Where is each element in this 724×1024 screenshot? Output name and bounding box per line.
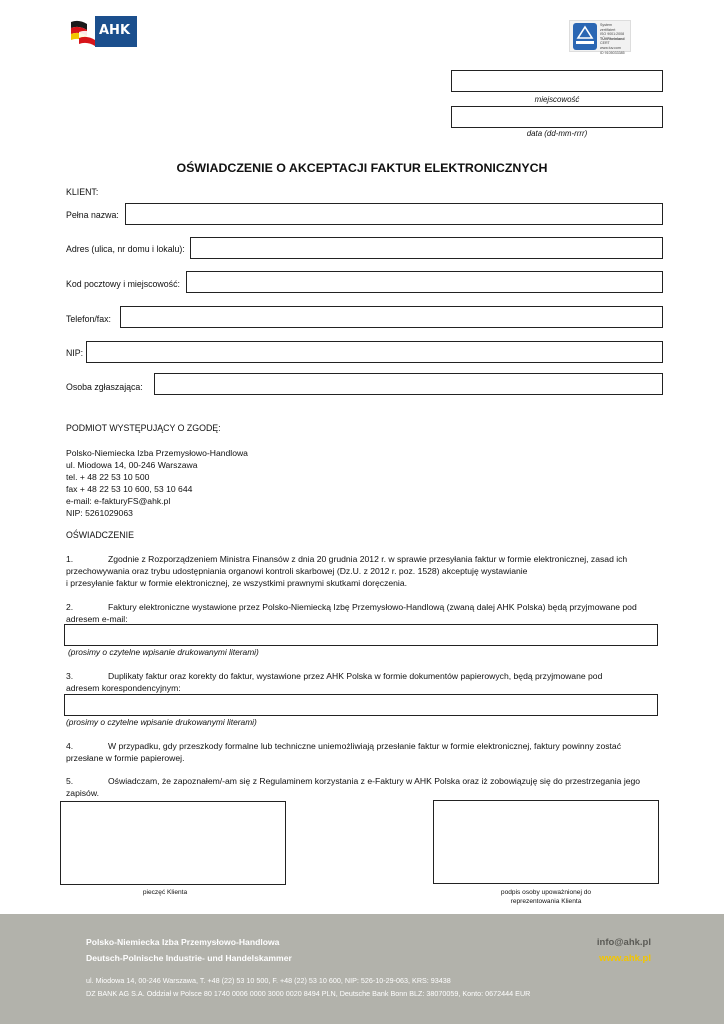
footer-bank: DZ BANK AG S.A. Oddział w Polsce 80 1740 0006 0000 3000 0020 8494 PLN, Deutsche Bank Bonn BLZ: 38070059, Konto: 0672444 EUR — [86, 989, 531, 998]
cert-text: System zertifiziert ISO 9001:2008 TÜVRheinland CERT www.tuv.com ID 9105033385 — [600, 23, 625, 55]
footer-email-link[interactable]: info@ahk.pl — [596, 937, 651, 948]
issuer-line: e-mail: e-fakturyFS@ahk.pl — [66, 496, 171, 506]
client-heading: KLIENT: — [66, 187, 99, 197]
place-caption: miejscowość — [534, 95, 580, 104]
certification-badge — [569, 20, 631, 55]
issuer-line: NIP: 5261029063 — [66, 508, 133, 518]
declaration-point-5: 5. Oświadczam, że zapoznałem/-am się z Regulaminem korzystania z e-Faktury w AHK Polska oraz iż zobowiązuję się do przestrzegania jego zapisów. — [66, 776, 641, 798]
declaration-point-4: 4. W przypadku, gdy przeszkody formalne lub techniczne uniemożliwiają przesłanie faktur w formie elektronicznej, faktury powinny zostać przesłane w formie papierowej. — [66, 741, 621, 763]
nip-input[interactable] — [86, 341, 663, 363]
tuv-icon — [573, 23, 597, 50]
nip-label: NIP: — [66, 348, 84, 358]
page-title: OŚWIADCZENIE O AKCEPTACJI FAKTUR ELEKTRONICZNYCH — [176, 161, 548, 175]
stamp-caption: pieczęć Klienta — [142, 889, 188, 896]
issuer-line: Polsko-Niemiecka Izba Przemysłowo-Handlowa — [66, 448, 248, 458]
ahk-logo — [67, 16, 137, 47]
logo-text: AHK — [99, 23, 131, 38]
postal-label: Kod pocztowy i miejscowość: — [66, 279, 180, 289]
issuer-block — [66, 447, 248, 519]
issuer-line: tel. + 48 22 53 10 500 — [66, 472, 150, 482]
address-label: Adres (ulica, nr domu i lokalu): — [66, 244, 185, 254]
footer-address: ul. Miodowa 14, 00-246 Warszawa, T. +48 (22) 53 10 500, F. +48 (22) 53 10 600, NIP: 526-10-29-063, KRS: 93438 — [86, 976, 451, 985]
issuer-line: fax + 48 22 53 10 600, 53 10 644 — [66, 484, 193, 494]
declaration-heading: OŚWIADCZENIE — [66, 530, 134, 540]
full-name-label: Pełna nazwa: — [66, 210, 119, 220]
postal-address-note: (prosimy o czytelne wpisanie drukowanymi literami) — [66, 717, 257, 727]
phone-label: Telefon/fax: — [66, 314, 111, 324]
phone-input[interactable] — [120, 306, 663, 328]
place-input[interactable] — [451, 70, 663, 92]
declaration-point-2: 2. Faktury elektroniczne wystawione przez Polsko-Niemiecką Izbę Przemysłowo-Handlową (zwaną dalej AHK Polska) będą przyjmowane pod adresem e-mail: — [66, 602, 637, 624]
signature-box[interactable] — [433, 800, 659, 884]
full-name-input[interactable] — [125, 203, 663, 225]
date-caption: data (dd-mm-rrrr) — [526, 129, 588, 138]
declaration-point-3: 3. Duplikaty faktur oraz korekty do faktur, wystawione przez AHK Polska w formie dokumentów papierowych, będą przyjmowane pod adresem korespondencyjnym: — [66, 671, 603, 693]
declaration-point-1: 1. Zgodnie z Rozporządzeniem Ministra Finansów z dnia 20 grudnia 2012 r. w sprawie przesyłania faktur w formie elektronicznej, zasad ich przechowywania oraz trybu udostępniania organowi kontroli skarbowej (Dz.U. z 2012 r. poz. 1528) akceptuję wystawianie i przesyłanie faktur w formie elektronicznej, ze wszystkimi prawnymi skutkami doręczenia. — [66, 554, 628, 588]
email-note: (prosimy o czytelne wpisanie drukowanymi literami) — [68, 647, 259, 657]
footer-org-pl: Polsko-Niemiecka Izba Przemysłowo-Handlowa — [86, 937, 280, 947]
email-input[interactable] — [64, 624, 658, 646]
date-input[interactable] — [451, 106, 663, 128]
postal-input[interactable] — [186, 271, 663, 293]
postal-address-input[interactable] — [64, 694, 658, 716]
issuer-heading: PODMIOT WYSTĘPUJĄCY O ZGODĘ: — [66, 423, 221, 433]
address-input[interactable] — [190, 237, 663, 259]
footer — [0, 914, 724, 1024]
issuer-line: ul. Miodowa 14, 00-246 Warszawa — [66, 460, 198, 470]
footer-org-de: Deutsch-Polnische Industrie- und Handelskammer — [86, 953, 292, 963]
contact-label: Osoba zgłaszająca: — [66, 382, 143, 392]
signature-caption: podpis osoby upoważnionej do reprezentowania Klienta — [500, 889, 592, 905]
contact-input[interactable] — [154, 373, 663, 395]
stamp-box[interactable] — [60, 801, 286, 885]
footer-web-link[interactable]: www.ahk.pl — [599, 953, 651, 964]
flag-icon — [67, 16, 95, 47]
